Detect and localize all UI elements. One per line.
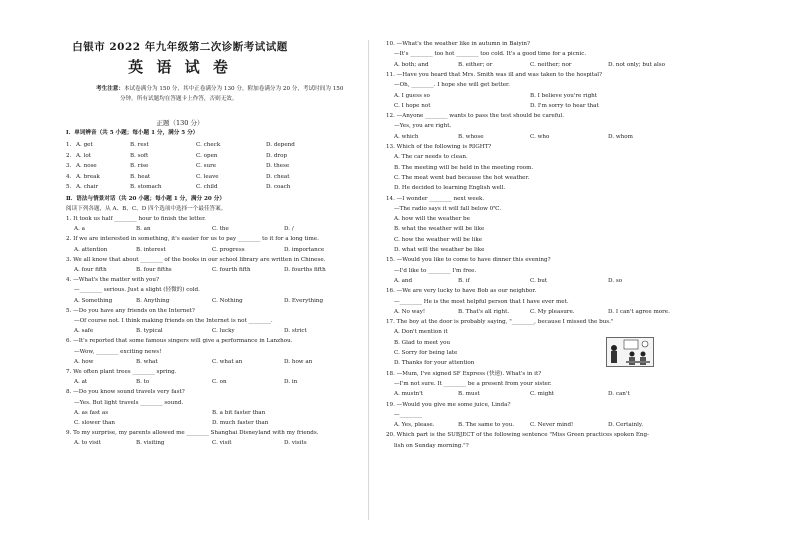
answer-option: C. lucky (212, 328, 235, 335)
answer-option: D. / (284, 226, 294, 233)
answer-option: A. Yes, please. (394, 422, 435, 429)
answer-option: B. The meeting will be held in the meeting room. (394, 164, 534, 171)
column-divider (368, 40, 369, 520)
answer-option: D. Everything (284, 297, 324, 304)
answer-option: A. safe (74, 328, 94, 335)
option-n: 1. (66, 142, 72, 148)
exam-subject: 英 语 试 卷 (128, 58, 232, 76)
notice-label: 考生注意： (96, 86, 124, 92)
answer-option: B. whose (458, 133, 484, 140)
question-stem: 20. Which part is the SUBJECT of the following sentence "Miss Green practices spoken Eng- (386, 432, 649, 439)
answer-option: D. fourths fifth (284, 267, 326, 273)
answer-option: B. I believe you're right (530, 92, 598, 99)
notice-line-2: 分钟。所有试题均在答题卡上作答，否则无效。 (120, 96, 238, 102)
question-stem: 1. It took us half ________ hour to finish the letter. (66, 216, 206, 222)
answer-option: A. as fast as (74, 409, 109, 416)
part2-heading: Ⅱ．语法与情景对话（共 20 小题；每小题 1 分，满分 20 分） (66, 196, 225, 202)
question-line: —I'd like to ________ I'm free. (394, 267, 477, 274)
answer-option: A. at (74, 379, 88, 386)
option-b: B. heat (130, 173, 151, 180)
question-line: —I'm not sure. It ________ be a present from your sister. (394, 380, 552, 387)
option-b: B. rise (130, 163, 149, 169)
option-b: B. stomach (130, 184, 162, 190)
answer-option: D. I'm sorry to hear that (530, 102, 599, 109)
answer-option: B. to (136, 379, 150, 386)
answer-option: B. either; or (458, 61, 493, 68)
answer-option: D. in (284, 379, 298, 386)
answer-option: C. on (212, 379, 227, 386)
answer-option: B. The same to you. (458, 422, 514, 429)
answer-option: D. Certainly. (608, 422, 644, 429)
option-d: D. cheat (266, 173, 290, 180)
question-stem: 12. —Anyone ________ wants to pass the test should be careful. (386, 113, 565, 120)
option-b: B. soft (130, 152, 149, 159)
option-b: B. rest (130, 142, 149, 148)
option-a: A. nose (76, 163, 97, 169)
question-stem: 9. To my surprise, my parents allowed me ________ Shanghai Disneyland with my friends. (66, 430, 319, 437)
answer-option: C. neither; nor (530, 61, 572, 68)
option-a: A. lot (76, 152, 92, 159)
answer-option: B. an (136, 226, 151, 233)
answer-option: A. how (74, 358, 94, 365)
option-d: D. depend (266, 142, 295, 148)
option-n: 3. (66, 163, 72, 169)
answer-option: D. much faster than (212, 420, 269, 426)
question-line: —Oh, ________. I hope she will get better. (394, 82, 510, 89)
question-stem: 19. —Would you give me some juice, Linda? (386, 401, 511, 408)
answer-option: C. how the weather will be like (394, 236, 483, 243)
option-c: C. open (196, 152, 218, 159)
answer-option: C. fourth fifth (212, 267, 251, 273)
question-line: lish on Sunday morning."? (394, 442, 469, 449)
answer-option: B. what (136, 358, 158, 365)
answer-option: A. attention (74, 246, 108, 253)
question-stem: 6. —It's reported that some famous singers will give a performance in Lanzhou. (66, 338, 293, 345)
question-line: —The radio says it will fall below 0℃. (394, 205, 502, 212)
answer-option: C. Nothing (212, 297, 243, 304)
option-c: C. check (196, 142, 221, 148)
option-d: D. drop (266, 152, 288, 159)
option-a: A. get (76, 142, 93, 148)
answer-option: A. both; and (394, 61, 429, 68)
question-stem: 5. —Do you have any friends on the Internet? (66, 307, 195, 314)
option-c: C. leave (196, 173, 219, 180)
option-d: D. coach (266, 184, 291, 190)
question-stem: 17. The boy at the door is probably saying, "________, because I missed the bus." (386, 319, 614, 326)
question-stem: 10. —What's the weather like in autumn in Baiyin? (386, 41, 531, 47)
question-stem: 18. —Mum, I've signed SF Express (快递). What's in it? (386, 370, 542, 377)
answer-option: B. visiting (136, 440, 165, 447)
answer-option: D. I can't agree more. (608, 308, 670, 315)
answer-option: B. a bit faster than (212, 409, 266, 416)
answer-option: B. interest (136, 246, 166, 253)
question-line: —________ He is the most helpful person that I have ever met. (394, 298, 569, 305)
question-line: —It's ________ too hot ________ too cold. It's a good time for a picnic. (394, 51, 587, 58)
question-stem: 16. —We are very lucky to have Bob as our neighbor. (386, 288, 537, 295)
notice (96, 84, 343, 94)
answer-option: C. the (212, 226, 229, 233)
answer-option: D. not only; but also (608, 61, 665, 68)
answer-option: B. four fifths (136, 267, 172, 273)
answer-option: A. mustn't (394, 391, 424, 398)
answer-option: A. No way! (394, 308, 426, 315)
option-c: C. child (196, 184, 218, 190)
answer-option: D. visits (284, 440, 307, 447)
classroom-illustration (606, 337, 654, 367)
question-line: —Wow, ________ exciting news! (74, 348, 162, 355)
question-line: —________ (394, 411, 422, 418)
notice-line-1: 本试卷满分为 150 分，其中正卷满分为 130 分，附加卷满分为 20 分，考试时间为 150 (123, 86, 344, 92)
answer-option: C. slower than (74, 420, 116, 426)
answer-option: D. Thanks for your attention (394, 360, 475, 367)
answer-option: C. I hope not (394, 102, 431, 109)
exam-title: 白银市 2022 年九年级第二次诊断考试试题 (72, 41, 288, 53)
answer-option: C. Never mind! (530, 422, 574, 429)
answer-option: B. if (458, 277, 470, 284)
option-a: A. break (76, 173, 100, 180)
part1-heading: Ⅰ．单词辨音（共 5 小题；每小题 1 分，满分 5 分） (66, 130, 199, 136)
option-c: C. sure (196, 163, 217, 169)
answer-option: D. whom (608, 133, 633, 140)
answer-option: C. Sorry for being late (394, 350, 458, 356)
answer-option: B. what the weather will be like (394, 226, 485, 233)
answer-option: D. what will the weather be like (394, 247, 485, 253)
answer-option: A. a (74, 226, 85, 233)
question-stem: 7. We often plant trees ________ spring. (66, 369, 177, 375)
part2-instruction: 阅读下列各题，从 A、B、C、D 四个选项中选择一个最佳答案。 (66, 206, 227, 212)
answer-option: B. That's all right. (458, 308, 510, 315)
answer-option: C. what an (212, 358, 243, 365)
option-a: A. chair (76, 184, 99, 190)
question-stem: 2. If we are interested in something, it's easier for us to pay ________ to it for a long time. (66, 236, 319, 243)
answer-option: A. Don't mention it (394, 329, 448, 336)
answer-option: B. Glad to meet you (394, 339, 451, 346)
answer-option: C. might (530, 391, 555, 398)
question-stem: 14. —I wonder ________ next week. (386, 195, 485, 202)
answer-option: B. typical (136, 328, 163, 335)
question-stem: 15. —Would you like to come to have dinner this evening? (386, 257, 551, 264)
answer-option: A. The car needs to clean. (394, 154, 468, 161)
answer-option: A. which (394, 133, 419, 140)
option-n: 5. (66, 184, 72, 190)
answer-option: C. The meat went bad because the hot weather. (394, 174, 530, 181)
answer-option: D. can't (608, 391, 630, 398)
answer-option: A. I guess so (394, 92, 430, 99)
question-stem: 11. —Have you heard that Mrs. Smith was ill and was taken to the hospital? (386, 71, 603, 78)
question-line: —Of course not. I think making friends on the Internet is not ________. (74, 318, 273, 324)
answer-option: A. and (394, 277, 413, 284)
answer-option: A. to visit (74, 440, 101, 447)
answer-option: B. must (458, 391, 480, 398)
answer-option: D. so (608, 277, 623, 284)
answer-option: A. four fifth (74, 267, 107, 273)
answer-option: C. but (530, 277, 548, 284)
answer-option: C. My pleasure. (530, 308, 575, 315)
question-line: —________ serious. Just a slight (轻微的) cold. (74, 287, 200, 294)
answer-option: B. Anything (136, 297, 170, 304)
question-stem: 13. Which of the following is RIGHT? (386, 144, 492, 150)
option-n: 2. (66, 152, 72, 159)
answer-option: C. progress (212, 246, 245, 253)
answer-option: A. how will the weather be (394, 216, 470, 223)
question-line: —Yes, you are right. (394, 123, 452, 130)
question-stem: 8. —Do you know sound travels very fast? (66, 389, 185, 396)
option-d: D. these (266, 163, 290, 169)
option-n: 4. (66, 173, 72, 180)
answer-option: A. Something (74, 297, 113, 304)
answer-option: D. importance (284, 246, 325, 253)
question-stem: 4. —What's the matter with you? (66, 277, 160, 284)
question-stem: 3. We all know that about ________ of the books in our school library are written in Chinese. (66, 256, 326, 263)
question-line: —Yes. But light travels ________ sound. (74, 399, 184, 406)
answer-option: C. who (530, 133, 550, 140)
answer-option: C. visit (212, 440, 232, 447)
answer-option: D. strict (284, 328, 307, 335)
answer-option: D. how an (284, 358, 313, 365)
main-section-heading: 正题（130 分） (156, 119, 204, 127)
answer-option: D. He decided to learning English well. (394, 185, 506, 192)
